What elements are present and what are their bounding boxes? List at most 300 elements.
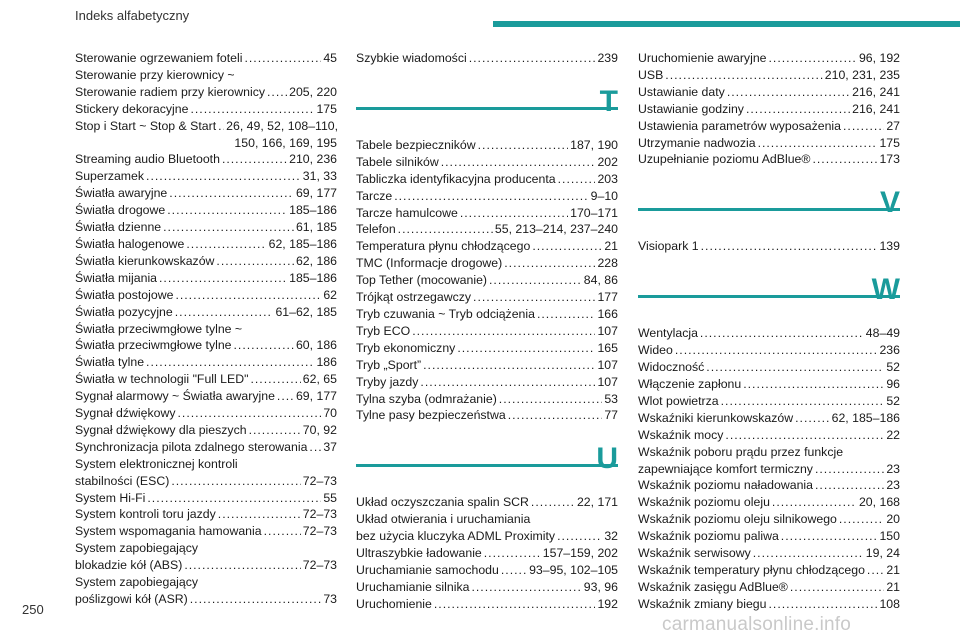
index-entry (75, 506, 337, 523)
dot-leader (457, 340, 595, 357)
dot-leader (277, 388, 294, 405)
header-accent-bar (493, 21, 960, 27)
index-entry (638, 511, 900, 528)
entry-pages: 107 (597, 374, 618, 389)
entry-pages: 52 (886, 360, 900, 375)
entry-pages: 150 (879, 529, 900, 544)
entry-pages-continued: 150, 166, 169, 195 (234, 135, 337, 150)
dot-leader (867, 562, 884, 579)
entry-pages: 61–62, 185 (275, 304, 337, 319)
entry-pages: 72–73 (302, 473, 337, 488)
entry-term: Światła drogowe (75, 203, 166, 218)
dot-leader (218, 506, 301, 523)
index-entry (638, 427, 900, 444)
entry-term: Układ oczyszczania spalin SCR (356, 495, 529, 510)
entry-term: Światła pozycyjne (75, 304, 173, 319)
index-entry (75, 185, 337, 202)
index-entry (638, 50, 900, 67)
entry-pages: 21 (604, 239, 618, 254)
dot-leader (501, 562, 527, 579)
entry-term: Sterowanie ogrzewaniem foteli (75, 51, 243, 65)
entry-term-line: Światła przeciwmgłowe tylne ~ (75, 321, 243, 336)
entry-pages: 21 (886, 562, 900, 577)
dot-leader (234, 337, 294, 354)
index-entry (75, 287, 337, 304)
entry-term: Światła przeciwmgłowe tylne (75, 338, 232, 353)
index-entry (356, 391, 618, 408)
dot-leader (675, 342, 878, 359)
index-entry (75, 50, 337, 67)
entry-term: Światła awaryjne (75, 186, 168, 201)
index-entry (638, 562, 900, 579)
index-entry (356, 562, 618, 579)
dot-leader (768, 596, 877, 613)
entry-pages: 69, 177 (295, 389, 337, 404)
entry-pages: 228 (597, 256, 618, 271)
entry-pages: 210, 236 (289, 152, 337, 167)
entries-s-continued (356, 50, 618, 67)
index-entry (75, 101, 337, 118)
dot-leader (471, 579, 581, 596)
dot-leader (843, 118, 884, 135)
entry-term: Streaming audio Bluetooth (75, 152, 220, 167)
entry-pages: 48–49 (865, 326, 900, 341)
index-entry (75, 422, 337, 439)
entry-term: Tabliczka identyfikacyjna producenta (356, 171, 556, 186)
dot-leader (790, 579, 884, 596)
dot-leader (222, 151, 287, 168)
dot-leader (839, 511, 884, 528)
index-entry (75, 557, 337, 574)
entry-pages: 23 (886, 461, 900, 476)
entry-pages: 93, 96 (583, 579, 618, 594)
index-entry (638, 410, 900, 427)
dot-leader (244, 50, 321, 67)
entry-pages: 37 (323, 439, 337, 454)
index-entry (75, 168, 337, 185)
section-rule (356, 464, 618, 467)
entry-term: zapewniające komfort termiczny (638, 461, 813, 476)
index-entry (75, 253, 337, 270)
dot-leader (167, 202, 287, 219)
entry-term-line: System zapobiegający (75, 575, 199, 590)
index-entry (356, 407, 618, 424)
entries-v (638, 238, 900, 255)
dot-leader (727, 84, 850, 101)
index-entry (638, 461, 900, 478)
dot-leader (412, 323, 595, 340)
index-entry (638, 135, 900, 152)
entry-pages: 107 (597, 357, 618, 372)
entry-pages: 27 (886, 118, 900, 133)
entry-pages: 20, 168 (858, 495, 900, 510)
entry-pages: 187, 190 (570, 137, 618, 152)
dot-leader (184, 557, 300, 574)
index-entry (356, 579, 618, 596)
entry-pages: 185–186 (289, 203, 337, 218)
dot-leader (434, 596, 596, 613)
entry-term: Włączenie zapłonu (638, 376, 742, 391)
entry-pages: 236 (879, 343, 900, 358)
entry-term: Synchronizacja pilota zdalnego sterowania (75, 439, 308, 454)
section-letter: U (596, 442, 618, 476)
dot-leader (190, 591, 322, 608)
dot-leader (441, 154, 596, 171)
index-entry (75, 388, 337, 405)
entry-term: Tryb ekonomiczny (356, 340, 456, 355)
dot-leader (701, 238, 878, 255)
entry-pages: 96 (886, 376, 900, 391)
entry-pages: 210, 231, 235 (824, 67, 900, 82)
index-entry (356, 528, 618, 545)
index-entry (638, 545, 900, 562)
index-entry (356, 221, 618, 238)
entry-pages: 139 (879, 239, 900, 254)
entry-term: Ustawianie godziny (638, 101, 744, 116)
entry-term: Wskaźnik temperatury płynu chłodzącego (638, 562, 865, 577)
entry-term: Wlot powietrza (638, 393, 719, 408)
entry-term: Tryb czuwania ~ Tryb odciążenia (356, 306, 535, 321)
dot-leader (478, 137, 569, 154)
index-entry (356, 289, 618, 306)
dot-leader (815, 461, 884, 478)
entry-pages: 107 (597, 323, 618, 338)
entry-pages: 84, 86 (583, 273, 618, 288)
dot-leader (665, 67, 822, 84)
section-header-v (638, 180, 900, 234)
entry-term: Tabele silników (356, 154, 439, 169)
index-entry (75, 202, 337, 219)
entry-term: Widoczność (638, 360, 705, 375)
entry-term-line: System elektronicznej kontroli (75, 456, 238, 471)
entry-pages: 62, 185–186 (268, 236, 337, 251)
index-entry (638, 118, 900, 135)
entry-term: Tryb ECO (356, 323, 411, 338)
index-column-3 (638, 50, 900, 613)
index-entry (638, 359, 900, 376)
index-entry (356, 137, 618, 154)
entry-pages: 216, 241 (852, 101, 900, 116)
index-entry (638, 376, 900, 393)
entry-term: Tarcze (356, 188, 393, 203)
entry-pages: 192 (597, 596, 618, 611)
entry-pages: 205, 220 (289, 84, 337, 99)
entry-term: Visiopark 1 (638, 239, 699, 254)
index-entry (638, 494, 900, 511)
dot-leader (163, 219, 294, 236)
entry-pages: 62, 65 (302, 372, 337, 387)
entry-term: Superzamek (75, 169, 145, 184)
entry-term: Tylne pasy bezpieczeństwa (356, 408, 506, 423)
index-entry (75, 439, 337, 456)
entry-term: Trójkąt ostrzegawczy (356, 290, 472, 305)
entry-term: Wskaźnik serwisowy (638, 546, 751, 561)
index-entry (75, 371, 337, 388)
dot-leader (423, 357, 595, 374)
entry-term: Telefon (356, 222, 396, 237)
dot-leader (484, 545, 541, 562)
section-header-u (356, 436, 618, 490)
index-entry (638, 84, 900, 101)
entry-pages: 185–186 (289, 270, 337, 285)
dot-leader (795, 410, 829, 427)
entry-term: Ustawianie daty (638, 84, 725, 99)
entries-w (638, 325, 900, 612)
section-rule (356, 107, 618, 110)
entry-pages: 55, 213–214, 237–240 (494, 222, 618, 237)
index-entry (638, 579, 900, 596)
index-entry (75, 236, 337, 253)
entry-term: Wentylacja (638, 326, 698, 341)
index-column-1 (75, 50, 337, 608)
entry-term: Światła halogenowe (75, 236, 185, 251)
index-entry (356, 596, 618, 613)
dot-leader (146, 168, 301, 185)
entry-term: Sterowanie radiem przy kierownicy (75, 84, 265, 99)
dot-leader (169, 185, 294, 202)
index-entry (75, 219, 337, 236)
entry-term: Wskaźniki kierunkowskazów (638, 410, 794, 425)
dot-leader (815, 477, 884, 494)
entry-pages: 186 (316, 355, 337, 370)
entry-pages: 173 (879, 152, 900, 167)
index-entry (75, 490, 337, 507)
dot-leader (177, 405, 321, 422)
dot-leader (171, 473, 300, 490)
entry-pages: 72–73 (302, 558, 337, 573)
entry-term: Wskaźnik mocy (638, 427, 724, 442)
entry-pages: 165 (597, 340, 618, 355)
entry-term: Uruchomienie awaryjne (638, 51, 767, 65)
entry-pages: 60, 186 (295, 338, 337, 353)
header-title: Indeks alfabetyczny (75, 8, 190, 23)
entry-term: Wskaźnik poziomu oleju silnikowego (638, 512, 837, 527)
dot-leader (250, 371, 300, 388)
entry-pages: 20 (886, 512, 900, 527)
dot-leader (499, 391, 603, 408)
dot-leader (394, 188, 588, 205)
section-letter: V (879, 186, 900, 220)
index-entry (356, 205, 618, 222)
dot-leader (812, 151, 877, 168)
dot-leader (504, 255, 595, 272)
entry-term-line: Układ otwierania i uruchamiania (356, 512, 531, 527)
entry-term: blokadzie kół (ABS) (75, 558, 183, 573)
dot-leader (706, 359, 884, 376)
dot-leader (508, 407, 603, 424)
dot-leader (537, 306, 596, 323)
dot-leader (146, 354, 314, 371)
dot-leader (531, 494, 575, 511)
section-header-w (638, 267, 900, 321)
dot-leader (186, 236, 266, 253)
dot-leader (249, 422, 301, 439)
dot-leader (309, 439, 321, 456)
dot-leader (557, 528, 602, 545)
dot-leader (264, 523, 301, 540)
entry-pages: 53 (604, 391, 618, 406)
entry-pages: 22, 171 (576, 495, 618, 510)
entry-term: Tryby jazdy (356, 374, 419, 389)
index-entry (638, 393, 900, 410)
entry-term: Sygnał dźwiękowy dla pieszych (75, 422, 247, 437)
index-entry (356, 340, 618, 357)
index-entry (638, 67, 900, 84)
index-entry (638, 596, 900, 613)
index-entry (75, 270, 337, 287)
entry-term: Top Tether (mocowanie) (356, 273, 488, 288)
entry-term: bez użycia kluczyka ADML Proximity (356, 529, 556, 544)
section-letter: W (871, 273, 900, 307)
entry-pages: 70, 92 (302, 422, 337, 437)
entry-term: Tabele bezpieczników (356, 137, 476, 152)
section-rule (638, 295, 900, 298)
entry-pages: 9–10 (590, 188, 618, 203)
index-entry (356, 171, 618, 188)
entry-term: Tarcze hamulcowe (356, 205, 458, 220)
dot-leader (469, 50, 596, 67)
section-letter: T (599, 84, 618, 118)
entry-term: Tryb „Sport” (356, 357, 422, 372)
entry-pages: 52 (886, 393, 900, 408)
index-entry (75, 354, 337, 371)
dot-leader (267, 84, 287, 101)
index-entry (356, 188, 618, 205)
entry-pages: 26, 49, 52, 108–110, (226, 118, 339, 133)
entry-term: Uruchomienie (356, 596, 432, 611)
entry-term: Światła mijania (75, 270, 158, 285)
entry-term: Światła kierunkowskazów (75, 253, 215, 268)
page-number: 250 (22, 602, 44, 617)
dot-leader (473, 289, 595, 306)
index-entry (75, 523, 337, 540)
entry-pages: 23 (886, 478, 900, 493)
entry-term: stabilności (ESC) (75, 473, 170, 488)
entry-term: Światła w technologii "Full LED" (75, 372, 249, 387)
dot-leader (772, 494, 857, 511)
index-entry (356, 323, 618, 340)
index-entry (75, 337, 337, 354)
entry-term: Światła dzienne (75, 220, 162, 235)
entry-pages: 72–73 (302, 524, 337, 539)
index-entry (75, 304, 337, 321)
index-entry (356, 238, 618, 255)
entry-pages: 62, 185–186 (831, 410, 900, 425)
entry-pages: 32 (604, 529, 618, 544)
entry-term: Wskaźnik zasięgu AdBlue® (638, 579, 788, 594)
index-column-2 (356, 50, 618, 613)
entry-term: Wskaźnik poziomu naładowania (638, 478, 813, 493)
index-entry (75, 473, 337, 490)
entry-pages: 93–95, 102–105 (529, 562, 618, 577)
entry-term-line: System zapobiegający (75, 541, 199, 556)
index-entry (638, 238, 900, 255)
entry-term: Wskaźnik poziomu paliwa (638, 529, 779, 544)
dot-leader (147, 490, 321, 507)
entry-term: Uruchamianie samochodu (356, 562, 499, 577)
entry-term: Utrzymanie nadwozia (638, 135, 756, 150)
index-entry (75, 591, 337, 608)
dot-leader (216, 253, 294, 270)
entry-term: Ustawienia parametrów wyposażenia (638, 118, 841, 133)
index-entry (638, 477, 900, 494)
entry-pages: 72–73 (302, 507, 337, 522)
entry-pages: 62 (323, 287, 337, 302)
entry-term: Ultraszybkie ładowanie (356, 546, 482, 561)
entry-pages: 170–171 (570, 205, 618, 220)
dot-leader (769, 50, 857, 67)
entry-term: Światła postojowe (75, 287, 174, 302)
entry-pages: 175 (316, 101, 337, 116)
dot-leader (753, 545, 864, 562)
entry-term-line: Wskaźnik poboru prądu przez funkcje (638, 444, 844, 459)
index-entry (638, 325, 900, 342)
dot-leader (159, 270, 287, 287)
index-entry (638, 342, 900, 359)
dot-leader (558, 171, 596, 188)
entry-term: Wskaźnik poziomu oleju (638, 495, 770, 510)
entry-pages: 69, 177 (295, 186, 337, 201)
entry-term: Wskaźnik zmiany biegu (638, 596, 767, 611)
entry-term-line: Sterowanie przy kierownicy ~ (75, 67, 235, 82)
entries-u-continued (638, 50, 900, 168)
index-entry (356, 154, 618, 171)
entry-pages: 19, 24 (865, 546, 900, 561)
entry-term: System kontroli toru jazdy (75, 507, 216, 522)
entry-term: Stickery dekoracyjne (75, 101, 189, 116)
dot-leader (489, 272, 582, 289)
index-entry (356, 494, 618, 511)
dot-leader (398, 221, 493, 238)
entry-term: poślizgowi kół (ASR) (75, 592, 188, 606)
entry-term: Sygnał alarmowy ~ Światła awaryjne (75, 389, 275, 404)
dot-leader (725, 427, 884, 444)
index-entry (75, 84, 337, 101)
entry-term: Temperatura płynu chłodzącego (356, 239, 531, 254)
entry-pages: 73 (323, 592, 337, 606)
entry-pages: 239 (597, 51, 618, 65)
index-entry (356, 374, 618, 391)
index-entry (638, 528, 900, 545)
entry-term: Sygnał dźwiękowy (75, 406, 176, 421)
dot-leader (781, 528, 878, 545)
index-entry (356, 255, 618, 272)
entry-term: System wspomagania hamowania (75, 524, 262, 539)
entries-u (356, 494, 618, 612)
index-entry (356, 545, 618, 562)
entry-pages: 96, 192 (858, 51, 900, 65)
entry-pages: 166 (597, 306, 618, 321)
entry-pages: 175 (879, 135, 900, 150)
index-entry (356, 50, 618, 67)
entry-term: Wideo (638, 343, 673, 358)
section-rule (638, 208, 900, 211)
entry-pages: 70 (323, 406, 337, 421)
entry-pages: 216, 241 (852, 84, 900, 99)
entry-pages: 177 (597, 290, 618, 305)
dot-leader (218, 118, 224, 135)
index-entry (75, 405, 337, 422)
entry-pages: 45 (323, 51, 337, 65)
section-header-t (356, 79, 618, 133)
entry-pages: 108 (879, 596, 900, 611)
entry-pages: 55 (323, 490, 337, 505)
dot-leader (700, 325, 864, 342)
entry-pages: 77 (604, 408, 618, 423)
index-entry (356, 357, 618, 374)
index-entry (356, 272, 618, 289)
entry-term: USB (638, 67, 664, 82)
